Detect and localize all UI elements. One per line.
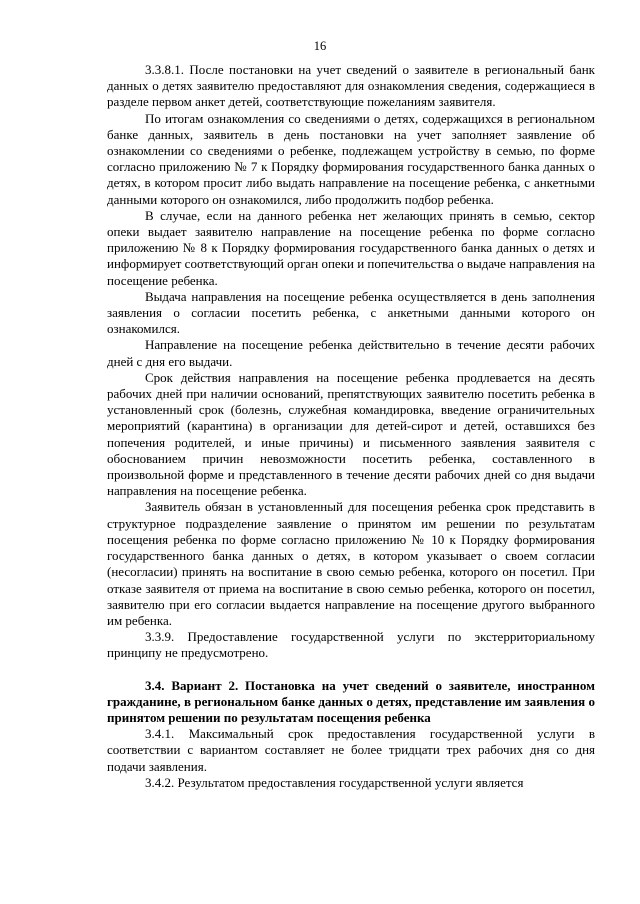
section-heading-3-4: 3.4. Вариант 2. Постановка на учет сведений о заявителе, иностранном гражданине, в региональном банке данных о детях, представление им заявления о принятом решении по результатам посещения ребенка — [107, 677, 595, 725]
section-spacer — [107, 662, 595, 678]
paragraph-3-4-2: 3.4.2. Результатом предоставления государственной услуги является — [145, 774, 524, 790]
paragraph-3-4-1: 3.4.1. Максимальный срок предоставления государственной услуги в соответствии с вариантом составляет не более тридцати трех рабочих дня со дня подачи заявления. — [107, 726, 595, 774]
paragraph-3-3-8-1: 3.3.8.1. После постановки на учет сведений о заявителе в региональный банк данных о детях заявителю предоставляют для ознакомления сведения, содержащиеся в разделе первом анкет детей, соответствующие пожеланиям заявителя. — [107, 62, 595, 110]
document-body — [107, 62, 595, 791]
paragraph: Срок действия направления на посещение ребенка продлевается на десять рабочих дней при наличии оснований, препятствующих заявителю посетить ребенка в установленный срок (болезнь, служебная командировка, введение ограничительных мероприятий (карантина) в организации для детей-сирот и детей, оставшихся без попечения родителей, и иные причины) и письменного заявления заявителя с обоснованием причин невозможности посетить ребенка, составленного в произвольной форме и представленного в течение десяти рабочих дней со дня выдачи направления на посещение ребенка. — [107, 369, 595, 499]
page-number: 16 — [313, 39, 327, 53]
paragraph: Выдача направления на посещение ребенка осуществляется в день заполнения заявления о согласии посетить ребенка, с анкетными данными которого он ознакомился. — [107, 288, 595, 337]
paragraph: Направление на посещение ребенка действительно в течение десяти рабочих дней с дня его выдачи. — [107, 337, 595, 369]
paragraph: Заявитель обязан в установленный для посещения ребенка срок представить в структурное подразделение заявление о принятом им решении по результатам посещения ребенка по форме согласно приложению № 10 к Порядку формирования государственного банка данных о детях, в котором указывает о своем согласии (несогласии) принять на воспитание в свою семью ребенка, которого он посетил. При отказе заявителя от приема на воспитание в свою семью ребенка, которого он посетил, заявителю при его согласии выдается направление на посещение другого выбранного им ребенка. — [107, 499, 595, 628]
paragraph-3-3-9: 3.3.9. Предоставление государственной услуги по экстерриториальному принципу не предусмотрено. — [107, 629, 595, 661]
paragraph: По итогам ознакомления со сведениями о детях, содержащихся в региональном банке данных, заявитель в день постановки на учет заполняет заявление об ознакомлении со сведениями о ребенке, подлежащем устройству в семью, по форме согласно приложению № 7 к Порядку формирования государственного банка данных о детях, в котором просит либо выдать направление на посещение ребенка, с анкетными данными которого он ознакомился, либо продолжить подбор ребенка. — [107, 110, 595, 207]
paragraph: В случае, если на данного ребенка нет желающих принять в семью, сектор опеки выдает заявителю направление на посещение ребенка по форме согласно приложению № 8 к Порядку формирования государственного банка данных о детях и информирует соответствующий орган опеки и попечительства о выдаче направления на посещение ребенка. — [107, 207, 596, 288]
